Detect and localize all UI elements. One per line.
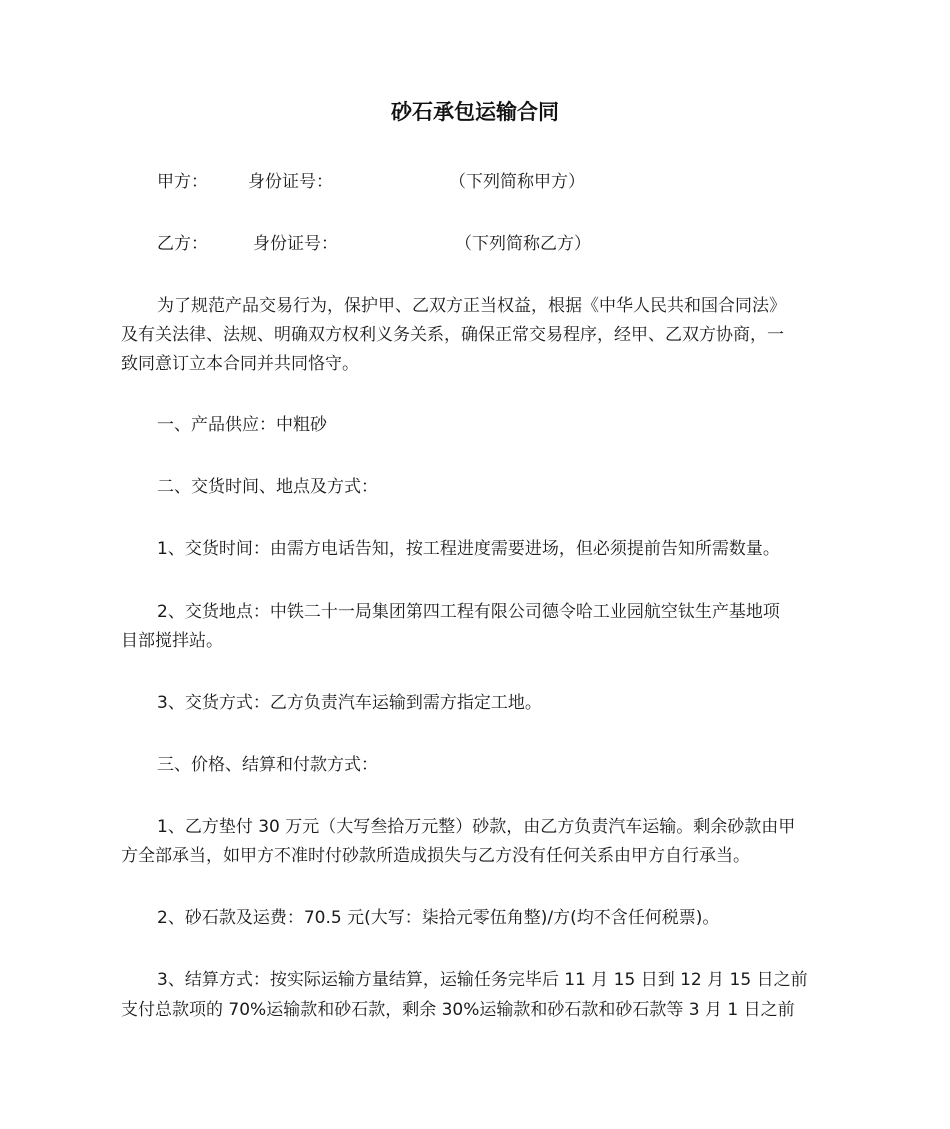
party-a-id-label: 身份证号： bbox=[248, 172, 333, 192]
section-3-heading: 三、价格、结算和付款方式： bbox=[157, 755, 378, 775]
party-b-label: 乙方： bbox=[157, 234, 208, 254]
section-3-item-3-line-2: 支付总款项的 70%运输款和砂石款，剩余 30%运输款和砂石款和砂石款等 3 月 1 日之前 bbox=[121, 1000, 795, 1020]
party-a-line bbox=[121, 167, 869, 198]
section-2-item-2-line-2: 目部搅拌站。 bbox=[121, 631, 223, 651]
section-3-item-1-line-2: 方全部承当，如甲方不准时付砂款所造成损失与乙方没有任何关系由甲方自行承当。 bbox=[121, 846, 750, 866]
section-3-item-3-line-1: 3、结算方式：按实际运输方量结算，运输任务完毕后 11 月 15 日到 12 月 15 日之前 bbox=[157, 970, 808, 990]
preamble-line-2: 及有关法律、法规、明确双方权利义务关系，确保正常交易程序，经甲、乙双方协商，一 bbox=[121, 325, 784, 345]
section-3-item-2: 2、砂石款及运费：70.5 元(大写：柒拾元零伍角整)/方(均不含任何税票)。 bbox=[157, 908, 720, 928]
preamble-line-1: 为了规范产品交易行为，保护甲、乙双方正当权益，根据《中华人民共和国合同法》 bbox=[157, 296, 786, 316]
party-b-alias: （下列简称乙方） bbox=[455, 234, 591, 254]
section-3-item-1-line-1: 1、乙方垫付 30 万元（大写叁拾万元整）砂款，由乙方负责汽车运输。剩余砂款由甲 bbox=[157, 817, 796, 837]
section-2-item-1: 1、交货时间：由需方电话告知，按工程进度需要进场，但必须提前告知所需数量。 bbox=[157, 539, 780, 559]
section-2-heading: 二、交货时间、地点及方式： bbox=[157, 477, 378, 497]
section-2-item-2-line-1: 2、交货地点：中铁二十一局集团第四工程有限公司德令哈工业园航空钛生产基地项 bbox=[157, 602, 780, 622]
section-2-item-3: 3、交货方式：乙方负责汽车运输到需方指定工地。 bbox=[157, 693, 542, 713]
party-b-line bbox=[121, 229, 869, 260]
section-1-heading: 一、产品供应：中粗砂 bbox=[157, 415, 327, 435]
party-b-id-label: 身份证号： bbox=[253, 234, 338, 254]
party-a-label: 甲方： bbox=[157, 172, 208, 192]
document-title: 砂石承包运输合同 bbox=[391, 100, 559, 124]
party-a-alias: （下列简称甲方） bbox=[449, 172, 585, 192]
preamble-line-3: 致同意订立本合同并共同恪守。 bbox=[121, 354, 359, 374]
